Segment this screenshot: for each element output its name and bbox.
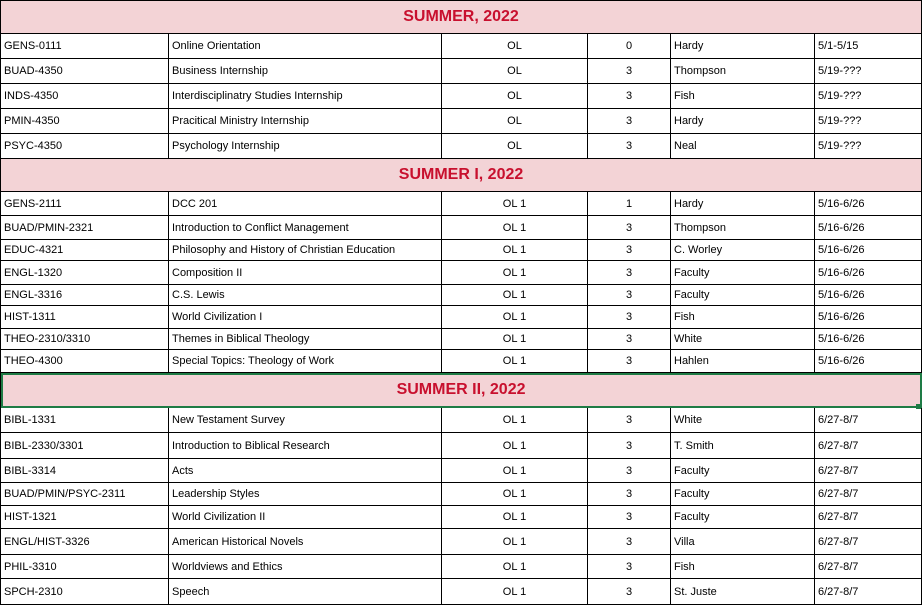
table-row bbox=[1, 459, 922, 483]
dates-cell[interactable]: 5/16-6/26 bbox=[815, 350, 922, 373]
table-row bbox=[1, 555, 922, 579]
table-row bbox=[1, 109, 922, 134]
course-title-cell[interactable]: Introduction to Biblical Research bbox=[169, 433, 442, 459]
course-code-cell[interactable]: PHIL-3310 bbox=[1, 555, 169, 579]
dates-cell[interactable]: 6/27-8/7 bbox=[815, 555, 922, 579]
term-cell[interactable]: OL 1 bbox=[442, 459, 588, 483]
dates-cell[interactable]: 6/27-8/7 bbox=[815, 433, 922, 459]
course-code-cell[interactable]: PMIN-4350 bbox=[1, 109, 169, 134]
table-row bbox=[1, 34, 922, 59]
course-code-cell[interactable]: THEO-4300 bbox=[1, 350, 169, 373]
course-title-cell[interactable]: Psychology Internship bbox=[169, 134, 442, 159]
course-code-cell[interactable]: PSYC-4350 bbox=[1, 134, 169, 159]
term-cell[interactable]: OL bbox=[442, 84, 588, 109]
term-cell[interactable]: OL 1 bbox=[442, 529, 588, 555]
term-cell[interactable]: OL 1 bbox=[442, 261, 588, 285]
table-row bbox=[1, 261, 922, 285]
course-title-cell[interactable]: Themes in Biblical Theology bbox=[169, 329, 442, 350]
term-cell[interactable]: OL bbox=[442, 34, 588, 59]
course-code-cell[interactable]: BUAD/PMIN/PSYC-2311 bbox=[1, 483, 169, 506]
credits-cell[interactable]: 3 bbox=[588, 350, 671, 373]
table-row bbox=[1, 306, 922, 329]
dates-cell[interactable]: 5/19-??? bbox=[815, 134, 922, 159]
course-title-cell[interactable]: Acts bbox=[169, 459, 442, 483]
dates-cell[interactable]: 5/1-5/15 bbox=[815, 34, 922, 59]
course-title-cell[interactable]: Leadership Styles bbox=[169, 483, 442, 506]
course-code-cell[interactable]: EDUC-4321 bbox=[1, 240, 169, 261]
dates-cell[interactable]: 5/19-??? bbox=[815, 109, 922, 134]
table-row bbox=[1, 240, 922, 261]
instructor-cell[interactable]: Thompson bbox=[671, 59, 815, 84]
course-title-cell[interactable]: Online Orientation bbox=[169, 34, 442, 59]
term-cell[interactable]: OL 1 bbox=[442, 285, 588, 306]
instructor-cell[interactable]: C. Worley bbox=[671, 240, 815, 261]
course-title-cell[interactable]: Interdisciplinatry Studies Internship bbox=[169, 84, 442, 109]
instructor-cell[interactable]: Hardy bbox=[671, 34, 815, 59]
instructor-cell[interactable]: Faculty bbox=[671, 483, 815, 506]
credits-cell[interactable]: 3 bbox=[588, 555, 671, 579]
credits-cell[interactable]: 3 bbox=[588, 240, 671, 261]
course-code-cell[interactable]: BIBL-3314 bbox=[1, 459, 169, 483]
dates-cell[interactable]: 5/19-??? bbox=[815, 84, 922, 109]
term-cell[interactable]: OL bbox=[442, 59, 588, 84]
credits-cell[interactable]: 3 bbox=[588, 529, 671, 555]
course-code-cell[interactable]: SPCH-2310 bbox=[1, 579, 169, 605]
table-row bbox=[1, 408, 922, 433]
table-row bbox=[1, 216, 922, 240]
credits-cell[interactable]: 3 bbox=[588, 579, 671, 605]
instructor-cell[interactable]: Villa bbox=[671, 529, 815, 555]
credits-cell[interactable]: 3 bbox=[588, 408, 671, 433]
dates-cell[interactable]: 6/27-8/7 bbox=[815, 579, 922, 605]
instructor-cell[interactable]: Fish bbox=[671, 84, 815, 109]
selection-fill-handle[interactable] bbox=[916, 404, 921, 409]
credits-cell[interactable]: 3 bbox=[588, 459, 671, 483]
table-row bbox=[1, 506, 922, 529]
course-title-cell[interactable]: World Civilization II bbox=[169, 506, 442, 529]
instructor-cell[interactable]: Faculty bbox=[671, 285, 815, 306]
course-title-cell[interactable]: American Historical Novels bbox=[169, 529, 442, 555]
credits-cell[interactable]: 3 bbox=[588, 483, 671, 506]
credits-cell[interactable]: 3 bbox=[588, 506, 671, 529]
table-row bbox=[1, 84, 922, 109]
dates-cell[interactable]: 5/16-6/26 bbox=[815, 192, 922, 216]
dates-cell[interactable]: 6/27-8/7 bbox=[815, 506, 922, 529]
table-row bbox=[1, 329, 922, 350]
course-code-cell[interactable]: BIBL-1331 bbox=[1, 408, 169, 433]
course-code-cell[interactable]: ENGL-1320 bbox=[1, 261, 169, 285]
credits-cell[interactable]: 3 bbox=[588, 285, 671, 306]
table-row bbox=[1, 134, 922, 159]
section-header-row bbox=[1, 1, 922, 34]
instructor-cell[interactable]: Faculty bbox=[671, 506, 815, 529]
course-code-cell[interactable]: BUAD/PMIN-2321 bbox=[1, 216, 169, 240]
course-title-cell[interactable]: Speech bbox=[169, 579, 442, 605]
term-cell[interactable]: OL 1 bbox=[442, 408, 588, 433]
dates-cell[interactable]: 5/16-6/26 bbox=[815, 261, 922, 285]
course-code-cell[interactable]: GENS-0111 bbox=[1, 34, 169, 59]
term-cell[interactable]: OL 1 bbox=[442, 350, 588, 373]
course-code-cell[interactable]: ENGL/HIST-3326 bbox=[1, 529, 169, 555]
course-title-cell[interactable]: Pracitical Ministry Internship bbox=[169, 109, 442, 134]
dates-cell[interactable]: 5/19-??? bbox=[815, 59, 922, 84]
credits-cell[interactable]: 3 bbox=[588, 306, 671, 329]
course-code-cell[interactable]: HIST-1321 bbox=[1, 506, 169, 529]
course-code-cell[interactable]: HIST-1311 bbox=[1, 306, 169, 329]
instructor-cell[interactable]: Hahlen bbox=[671, 350, 815, 373]
course-title-cell[interactable]: Business Internship bbox=[169, 59, 442, 84]
dates-cell[interactable]: 6/27-8/7 bbox=[815, 408, 922, 433]
credits-cell[interactable]: 3 bbox=[588, 433, 671, 459]
course-title-cell[interactable]: New Testament Survey bbox=[169, 408, 442, 433]
instructor-cell[interactable]: T. Smith bbox=[671, 433, 815, 459]
credits-cell[interactable]: 3 bbox=[588, 109, 671, 134]
section-title-cell[interactable]: SUMMER I, 2022 bbox=[1, 159, 922, 192]
dates-cell[interactable]: 5/16-6/26 bbox=[815, 306, 922, 329]
course-title-cell[interactable]: C.S. Lewis bbox=[169, 285, 442, 306]
instructor-cell[interactable]: Faculty bbox=[671, 261, 815, 285]
table-row bbox=[1, 350, 922, 373]
dates-cell[interactable]: 6/27-8/7 bbox=[815, 483, 922, 506]
credits-cell[interactable]: 3 bbox=[588, 261, 671, 285]
course-code-cell[interactable]: INDS-4350 bbox=[1, 84, 169, 109]
instructor-cell[interactable]: Faculty bbox=[671, 459, 815, 483]
term-cell[interactable]: OL 1 bbox=[442, 240, 588, 261]
term-cell[interactable]: OL 1 bbox=[442, 506, 588, 529]
table-row bbox=[1, 579, 922, 605]
course-code-cell[interactable]: BIBL-2330/3301 bbox=[1, 433, 169, 459]
course-title-cell[interactable]: World Civilization I bbox=[169, 306, 442, 329]
dates-cell[interactable]: 6/27-8/7 bbox=[815, 459, 922, 483]
term-cell[interactable]: OL 1 bbox=[442, 555, 588, 579]
table-row bbox=[1, 285, 922, 306]
section-title-cell[interactable]: SUMMER, 2022 bbox=[1, 1, 922, 34]
term-cell[interactable]: OL 1 bbox=[442, 579, 588, 605]
table-row bbox=[1, 59, 922, 84]
term-cell[interactable]: OL bbox=[442, 109, 588, 134]
instructor-cell[interactable]: Hardy bbox=[671, 192, 815, 216]
instructor-cell[interactable]: White bbox=[671, 329, 815, 350]
course-title-cell[interactable]: Special Topics: Theology of Work bbox=[169, 350, 442, 373]
course-code-cell[interactable]: ENGL-3316 bbox=[1, 285, 169, 306]
term-cell[interactable]: OL 1 bbox=[442, 216, 588, 240]
section-header-row bbox=[1, 159, 922, 192]
table-row bbox=[1, 192, 922, 216]
section-title-cell[interactable]: SUMMER II, 2022 bbox=[1, 373, 922, 408]
course-title-cell[interactable]: Composition II bbox=[169, 261, 442, 285]
credits-cell[interactable]: 3 bbox=[588, 216, 671, 240]
dates-cell[interactable]: 5/16-6/26 bbox=[815, 285, 922, 306]
instructor-cell[interactable]: Fish bbox=[671, 306, 815, 329]
credits-cell[interactable]: 3 bbox=[588, 59, 671, 84]
table-row bbox=[1, 433, 922, 459]
course-code-cell[interactable]: THEO-2310/3310 bbox=[1, 329, 169, 350]
section-header-row bbox=[1, 373, 922, 408]
table-row bbox=[1, 529, 922, 555]
instructor-cell[interactable]: Neal bbox=[671, 134, 815, 159]
dates-cell[interactable]: 6/27-8/7 bbox=[815, 529, 922, 555]
dates-cell[interactable]: 5/16-6/26 bbox=[815, 329, 922, 350]
instructor-cell[interactable]: Thompson bbox=[671, 216, 815, 240]
term-cell[interactable]: OL 1 bbox=[442, 329, 588, 350]
course-code-cell[interactable]: BUAD-4350 bbox=[1, 59, 169, 84]
course-code-cell[interactable]: GENS-2111 bbox=[1, 192, 169, 216]
credits-cell[interactable]: 3 bbox=[588, 84, 671, 109]
term-cell[interactable]: OL bbox=[442, 134, 588, 159]
instructor-cell[interactable]: Hardy bbox=[671, 109, 815, 134]
term-cell[interactable]: OL 1 bbox=[442, 433, 588, 459]
instructor-cell[interactable]: St. Juste bbox=[671, 579, 815, 605]
course-title-cell[interactable]: DCC 201 bbox=[169, 192, 442, 216]
dates-cell[interactable]: 5/16-6/26 bbox=[815, 240, 922, 261]
table-row bbox=[1, 483, 922, 506]
term-cell[interactable]: OL 1 bbox=[442, 192, 588, 216]
term-cell[interactable]: OL 1 bbox=[442, 483, 588, 506]
term-cell[interactable]: OL 1 bbox=[442, 306, 588, 329]
dates-cell[interactable]: 5/16-6/26 bbox=[815, 216, 922, 240]
instructor-cell[interactable]: Fish bbox=[671, 555, 815, 579]
credits-cell[interactable]: 0 bbox=[588, 34, 671, 59]
course-title-cell[interactable]: Introduction to Conflict Management bbox=[169, 216, 442, 240]
credits-cell[interactable]: 3 bbox=[588, 134, 671, 159]
credits-cell[interactable]: 1 bbox=[588, 192, 671, 216]
course-title-cell[interactable]: Worldviews and Ethics bbox=[169, 555, 442, 579]
credits-cell[interactable]: 3 bbox=[588, 329, 671, 350]
instructor-cell[interactable]: White bbox=[671, 408, 815, 433]
course-title-cell[interactable]: Philosophy and History of Christian Education bbox=[169, 240, 442, 261]
